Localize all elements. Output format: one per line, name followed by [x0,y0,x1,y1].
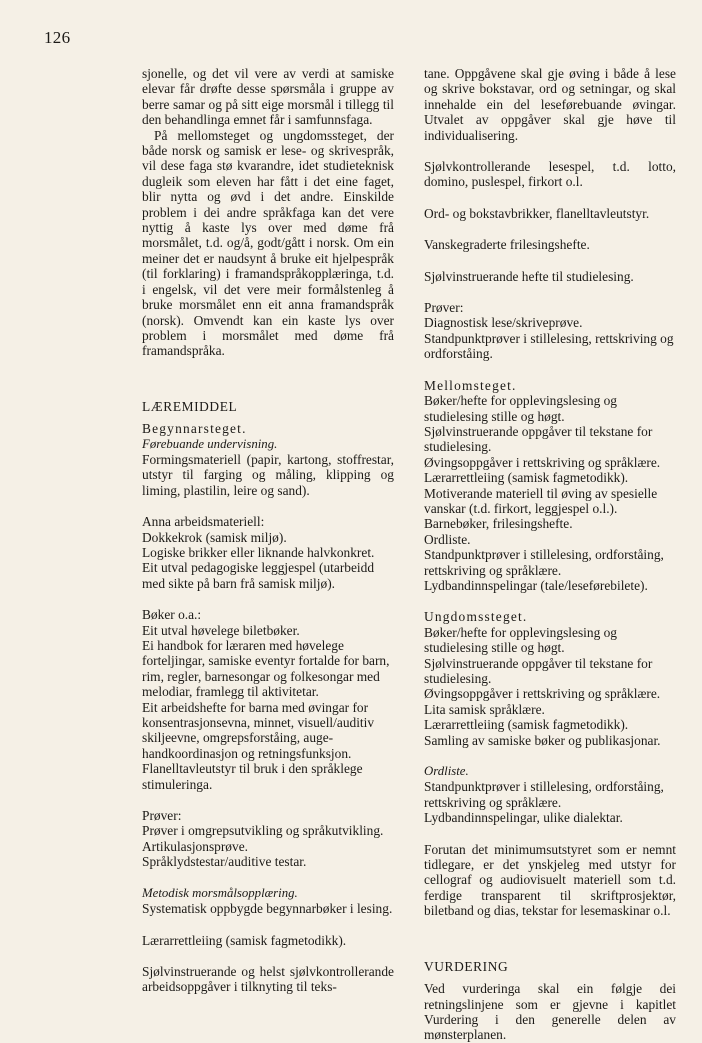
list-item: Ei handbok for læraren med høvelege forteljingar, samiske eventyr fortalde for barn, rim, regler, barnesongar og folkesongar med melodiar, framlegg til aktivitetar. [142,638,390,700]
vanske-text: Vanskegraderte frilesingshefte. [424,237,590,253]
continued-text: tane. Oppgåvene skal gje øving i både å lese og skrive bokstavar, ord og setningar, og skal innehalde ein del leseførebuande øvingar. Utvalet av oppgåver skal gje høve til individualisering. [424,66,676,143]
list-item: Språklydstestar/auditive testar. [142,854,307,870]
section-title-laeremiddel: LÆREMIDDEL [142,398,238,414]
subheading-ordliste: Ordliste. [424,764,469,779]
forebuande-text: Formingsmateriell (papir, kartong, stoffrestar, utstyr til farging og måling, klipping og liming, plastilin, leire og sand). [142,451,394,498]
list-item: Standpunktprøver i stillelesing, ordforståing, rettskriving og språklære. [424,547,664,578]
list-item: Samling av samiske bøker og publikasjonar. [424,732,661,748]
ungdom-list [424,625,676,748]
brikker-text: Ord- og bokstavbrikker, flanelltavleutstyr. [424,205,650,221]
subheading-prover: Prøver: [142,808,182,824]
list-item: Barnebøker, frilesingshefte. [424,516,573,532]
list-item: Sjølvinstruerande oppgåver til tekstane for studielesing. [424,655,653,686]
hefte-text: Sjølvinstruerande hefte til studielesing. [424,268,634,284]
forutan-text: Forutan det minimumsutstyret som er nemnt tidlegare, er det ynskjeleg med utstyr for cellograf og audiovisuelt materiell som t.d. ferdige transparent til skriftprosjektør, biletband og dias, tekstar for lesemaskinar o.l. [424,841,676,919]
list-item: Eit utval høvelege biletbøker. [142,622,300,638]
subheading-metodisk: Metodisk morsmålsopplæring. [142,885,298,900]
list-item: Bøker/hefte for opplevingslesing og studielesing stille og høgt. [424,624,618,656]
intro-paragraph-2: På mellomsteget og ungdomssteget, der både norsk og samisk er lese- og skrivespråk, vil dese faga stø kvarandre, idet studieteknisk dugleik som eleven har fått i det eine faget, blir nytta og øvd i det andre. Einskilde problem i dei andre språkfaga kan det vere nyttig å kaste lys over med døme frå morsmålet, t.d. og/å, godt/gått i norsk. Om ein meiner det er naudsynt å bruke eit hjelpespråk (til forklaring) i framandspråkopplæringa, t.d. i engelsk, vil det vere meir formålstenleg å bruke morsmålet enn eit anna framandspråk (norsk). Omvendt kan ein kaste lys over problem i morsmålet med døme frå framandspråka. [142,127,394,359]
list-item: Dokkekrok (samisk miljø). [142,529,287,545]
list-item: Sjølvinstruerande oppgåver til tekstane for studielesing. [424,423,653,455]
section-title-vurdering: VURDERING [424,958,509,974]
list-item: Motiverande materiell til øving av spesielle vanskar (t.d. firkort, leggjespel o.l.). [424,485,658,516]
list-item: Prøver i omgrepsutvikling og språkutvikling. [142,823,384,839]
list-item: Øvingsoppgåver i rettskriving og språklære. [424,454,661,470]
page-number: 126 [44,28,71,47]
list-item: Lærarrettleiing (samisk fagmetodikk). [424,717,629,733]
subheading-anna-arbeidsmateriell: Anna arbeidsmateriell: [142,514,265,530]
subheading-forebuande: Førebuande undervisning. [142,436,278,451]
subheading-prover: Prøver: [424,300,464,316]
laerarrettleiing-text: Lærarrettleiing (samisk fagmetodikk). [142,932,347,948]
list-item: Eit utval pedagogiske leggjespel (utarbeidd med sikte på barn frå samisk miljø). [142,560,375,591]
metodisk-text: Systematisk oppbygde begynnarbøker i lesing. [142,901,393,917]
mellom-list [424,393,676,593]
anna-list [142,530,394,592]
intro-paragraph-1: sjonelle, og det vil vere av verdi at samiske elevar får drøfte desse spørsmåla i gruppe av berre samar og på sitt eige morsmål i tillegg til den behandlinga emnet får i samfunnsfaga. [142,66,394,128]
list-item: Artikulasjonsprøve. [142,838,248,854]
list-item: Logiske brikker eller liknande halvkonkret. [142,544,375,560]
list-item: Lærarrettleiing (samisk fagmetodikk). [424,470,629,486]
list-item: Bøker/hefte for opplevingslesing og studielesing stille og høgt. [424,393,618,424]
left-column [142,66,394,995]
vurdering-text: Ved vurderinga skal ein følgje dei retningslinjene som er gjevne i kapitlet Vurdering i den generelle delen av mønsterplanen. [424,981,676,1043]
prover-list [424,315,676,361]
lesespel-text: Sjølvkontrollerande lesespel, t.d. lotto, domino, puslespel, firkort o.l. [424,159,676,190]
subheading-boker: Bøker o.a.: [142,607,202,623]
subheading-begynnarsteget: Begynnarsteget. [142,421,247,437]
list-item: Ordliste. [424,531,471,547]
list-item: Diagnostisk lese/skriveprøve. [424,315,583,331]
list-item: Eit arbeidshefte for barna med øvingar for konsentrasjonsevna, minnet, visuell/auditiv skiljeevne, omgrepsforståing, auge-handkoordinasjon og retningsfunksjon. [142,699,375,761]
list-item: Øvingsoppgåver i rettskriving og språklære. [424,686,661,702]
subheading-ungdomssteget: Ungdomssteget. [424,609,528,625]
list-item: Lita samisk språklære. [424,701,545,717]
sjolvinstruerande-text: Sjølvinstruerande og helst sjølvkontrollerande arbeidsoppgåver i tilknyting til teks- [142,963,394,995]
boker-list [142,623,394,792]
list-item: Lydbandinnspelingar, ulike dialektar. [424,810,623,826]
list-item: Flanelltavleutstyr til bruk i den språklege stimuleringa. [142,761,363,792]
list-item: Standpunktprøver i stillelesing, ordforståing, rettskriving og språklære. [424,779,664,810]
prover-list [142,823,394,869]
right-column [424,66,676,1043]
ordliste-list [424,779,676,825]
subheading-mellomsteget: Mellomsteget. [424,377,517,393]
list-item: Lydbandinnspelingar (tale/leseførebilete). [424,577,648,593]
list-item: Standpunktprøver i stillelesing, rettskriving og ordforståing. [424,330,674,362]
